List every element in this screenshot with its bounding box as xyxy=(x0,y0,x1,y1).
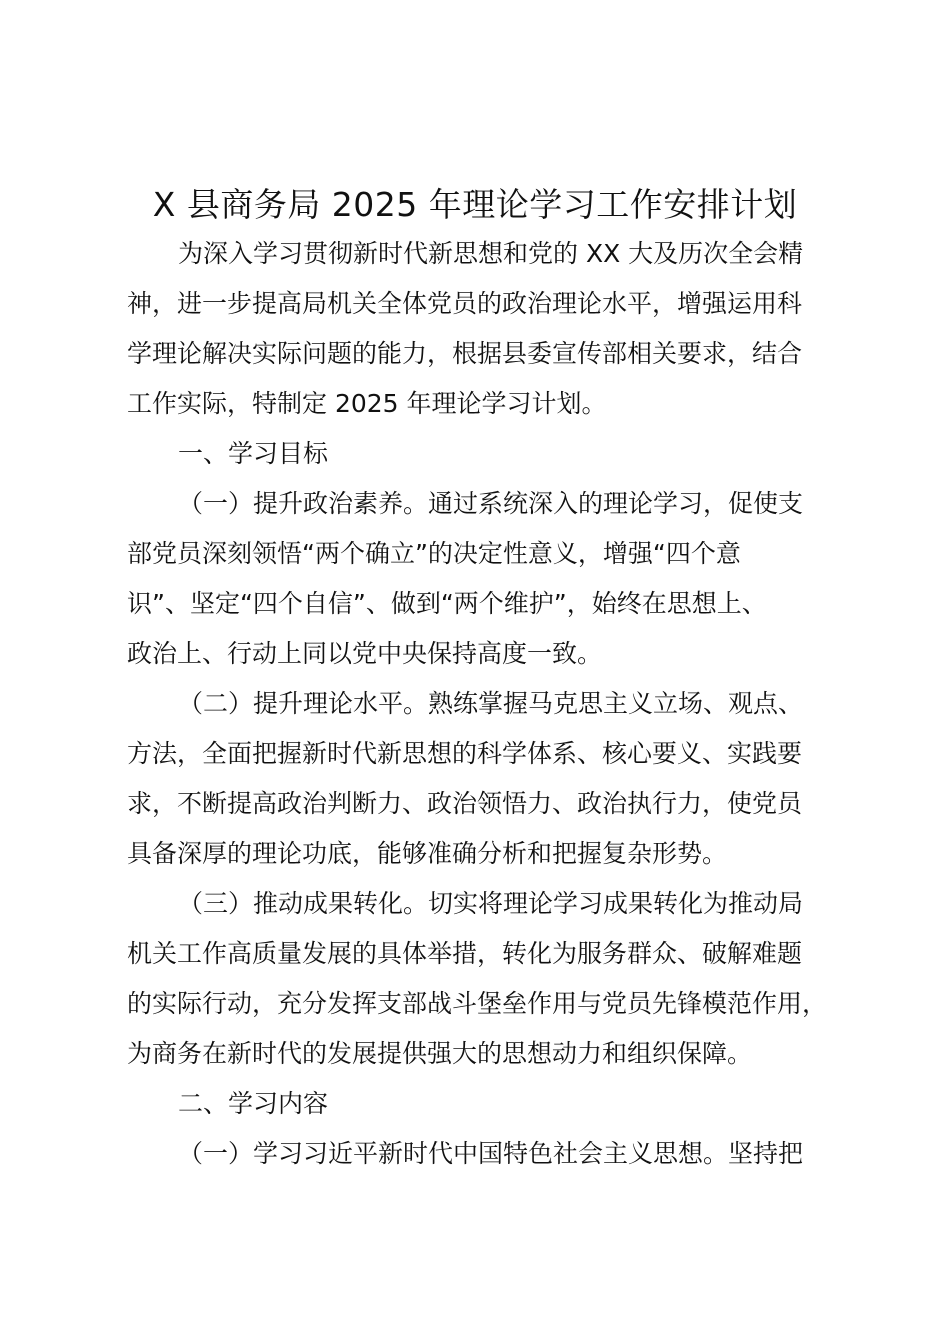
paragraph-line: （三）推动成果转化。切实将理论学习成果转化为推动局 xyxy=(178,889,804,918)
paragraph-line: 求，不断提高政治判断力、政治领悟力、政治执行力，使党员 xyxy=(127,789,803,818)
paragraph-line: 为商务在新时代的发展提供强大的思想动力和组织保障。 xyxy=(127,1039,753,1068)
paragraph-line: （一）提升政治素养。通过系统深入的理论学习，促使支 xyxy=(178,489,804,518)
paragraph-line: 工作实际，特制定 2025 年理论学习计划。 xyxy=(127,389,607,418)
paragraph-line: （二）提升理论水平。熟练掌握马克思主义立场、观点、 xyxy=(178,689,804,718)
paragraph-line: 部党员深刻领悟“两个确立”的决定性意义，增强“四个意 xyxy=(127,539,741,568)
paragraph-line: （一）学习习近平新时代中国特色社会主义思想。坚持把 xyxy=(178,1139,804,1168)
document-title: X 县商务局 2025 年理论学习工作安排计划 xyxy=(152,185,798,224)
paragraph-line: 政治上、行动上同以党中央保持高度一致。 xyxy=(127,639,603,668)
section-heading: 一、学习目标 xyxy=(178,439,329,468)
paragraph-line: 神，进一步提高局机关全体党员的政治理论水平，增强运用科 xyxy=(127,289,803,318)
paragraph-line: 的实际行动，充分发挥支部战斗堡垒作用与党员先锋模范作用， xyxy=(127,989,828,1018)
paragraph-line: 识”、坚定“四个自信”、做到“两个维护”，始终在思想上、 xyxy=(127,589,767,618)
section-heading: 二、学习内容 xyxy=(178,1089,329,1118)
paragraph-line: 具备深厚的理论功底，能够准确分析和把握复杂形势。 xyxy=(127,839,728,868)
paragraph-line: 方法，全面把握新时代新思想的科学体系、核心要义、实践要 xyxy=(127,739,803,768)
paragraph-line: 学理论解决实际问题的能力，根据县委宣传部相关要求，结合 xyxy=(127,339,803,368)
paragraph-line: 机关工作高质量发展的具体举措，转化为服务群众、破解难题 xyxy=(127,939,803,968)
paragraph-line: 为深入学习贯彻新时代新思想和党的 XX 大及历次全会精 xyxy=(178,239,804,268)
